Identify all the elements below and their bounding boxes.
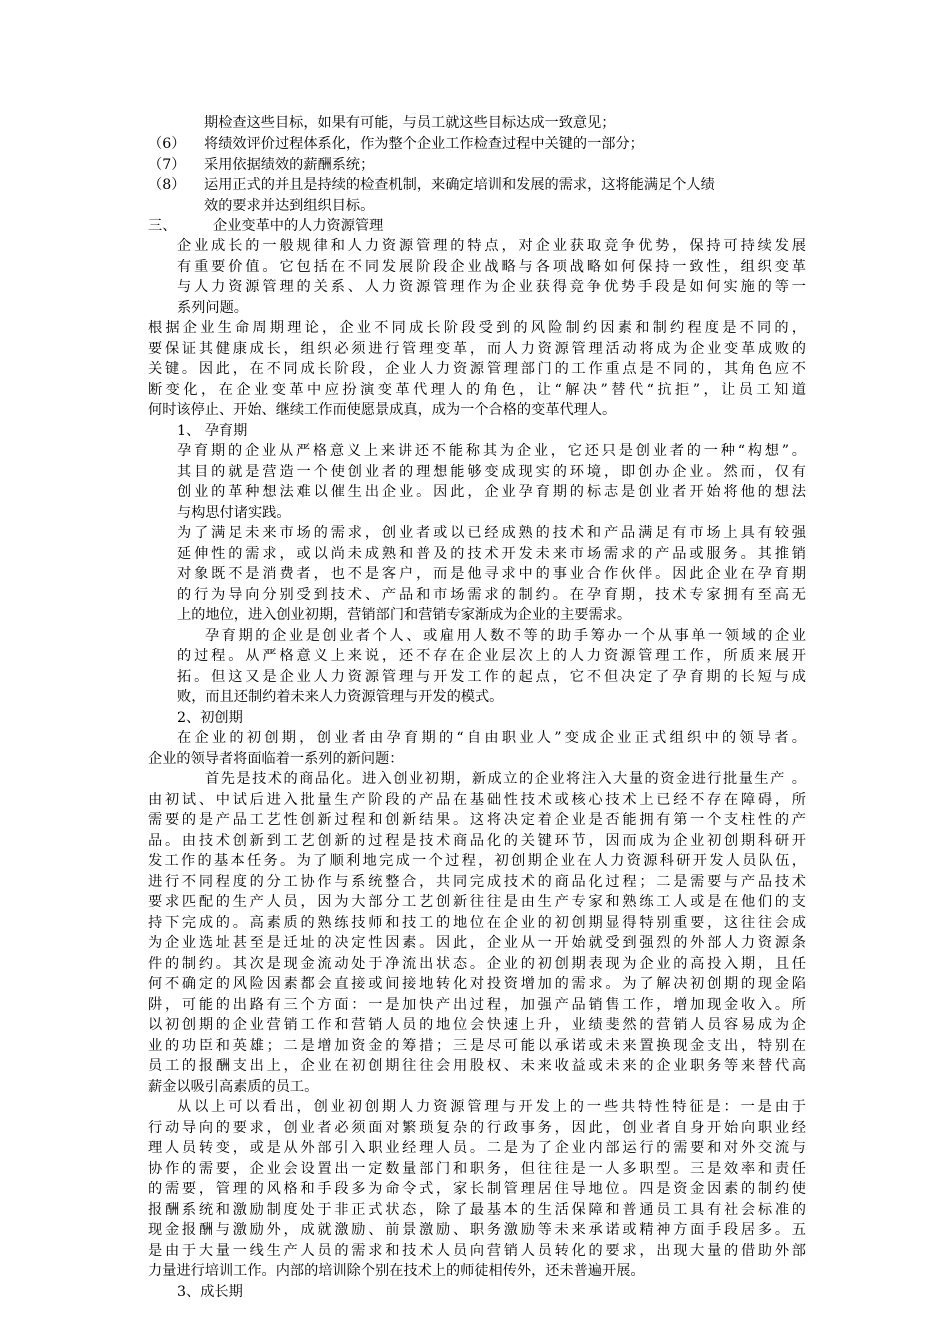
list-item-7-text: 采用依据绩效的薪酬系统；	[204, 157, 375, 173]
list-item-8-number: （8）	[148, 177, 186, 193]
subsection-heading: 1、 孕育期	[177, 423, 248, 439]
paragraph-line: 的过程。从严格意义上来说，还不存在企业层次上的人力资源管理工作，所质来展开	[177, 648, 806, 664]
paragraph-line: 根据企业生命周期理论，企业不同成长阶段受到的风险制约因素和制约程度是不同的，	[148, 320, 806, 336]
paragraph-line: 理人员转变，或是从外部引入职业经理人员。二是为了企业内部运行的需要和对外交流与	[148, 1140, 806, 1156]
section-title: 企业变革中的人力资源管理	[213, 218, 384, 234]
paragraph-line: 为了满足未来市场的需求，创业者或以已经成熟的技术和产品满足有市场上具有较强	[177, 525, 806, 541]
paragraph-line: 是由于大量一线生产人员的需求和技术人员向营销人员转化的要求，出现大量的借助外部	[148, 1243, 806, 1259]
paragraph-line: 有重要价值。它包括在不同发展阶段企业战略与各项战略如何保持一致性，组织变革	[177, 259, 806, 275]
paragraph-line: 系列问题。	[177, 300, 248, 316]
paragraph-line: 企业成长的一般规律和人力资源管理的特点，对企业获取竞争优势，保持可持续发展	[177, 238, 806, 254]
paragraph-line: 何不确定的风险因素都会直接或间接地转化对投资增加的需求。为了解决初创期的现金陷	[148, 976, 806, 992]
paragraph-line: 协作的需要，企业会设置出一定数量部门和职务，但往往是一人多职型。三是效率和责任	[148, 1161, 806, 1177]
paragraph-line: 要保证其健康成长，组织必须进行管理变革，而人力资源管理活动将成为企业变革成败的	[148, 341, 806, 357]
paragraph-line: 从以上可以看出，创业初创期人力资源管理与开发上的一些共特性特征是：一是由于	[177, 1099, 806, 1115]
paragraph-line: 首先是技术的商品化。进入创业初期，新成立的企业将注入大量的资金进行批量生产 。	[205, 771, 806, 787]
section-number: 三、	[148, 218, 177, 234]
paragraph-line: 件的制约。其次是现金流动处于净流出状态。企业的初创期表现为企业的高投入期，且任	[148, 956, 806, 972]
paragraph-line: 孕育期的企业是创业者个人、或雇用人数不等的助手筹办一个从事单一领域的企业	[205, 628, 806, 644]
paragraph-line: 薪金以吸引高素质的员工。	[148, 1079, 319, 1095]
subsection-heading: 3、成长期	[177, 1284, 243, 1300]
paragraph-line: 为企业选址甚至是迁址的决定性因素。因此，企业从一开始就受到强烈的外部人力资源条	[148, 935, 806, 951]
list-item-8-text: 效的要求并达到组织目标。	[204, 198, 375, 214]
paragraph-line: 业的功臣和英雄；二是增加资金的筹措；三是尽可能以承诺或未来置换现金支出，特别在	[148, 1038, 806, 1054]
paragraph-line: 力量进行培训工作。内部的培训除个别在技术上的师徒相传外，还未普遍开展。	[148, 1263, 645, 1279]
paragraph-line: 持下完成的。高素质的熟练技师和技工的地位在企业的初创期显得特别重要，这往往会成	[148, 915, 806, 931]
list-item-8-text: 运用正式的并且是持续的检查机制，来确定培训和发展的需求，这将能满足个人绩	[204, 177, 715, 193]
paragraph-line: 在企业的初创期，创业者由孕育期的“自由职业人”变成企业正式组织中的领导者。	[177, 730, 806, 746]
paragraph-line: 上的地位，进入创业初期，营销部门和营销专家渐成为企业的主要需求。	[177, 607, 632, 623]
paragraph-line: 孕育期的企业从严格意义上来讲还不能称其为企业，它还只是创业者的一种“构想”。	[177, 443, 806, 459]
subsection-heading: 2、初创期	[177, 710, 243, 726]
paragraph-line: 与人力资源管理的关系、人力资源管理作为企业获得竞争优势手段是如何实施的等一	[177, 279, 806, 295]
paragraph-line: 其目的就是营造一个使创业者的理想能够变成现实的环境，即创办企业。然而，仅有	[177, 464, 806, 480]
paragraph-line: 由初试、中试后进入批量生产阶段的产品在基础性技术或核心技术上已经不存在障碍，所	[148, 792, 806, 808]
paragraph-line: 的行为导向分别受到技术、产品和市场需求的制约。在孕育期，技术专家拥有至高无	[177, 587, 806, 603]
paragraph-line: 败，而且还制约着未来人力资源管理与开发的模式。	[177, 689, 504, 705]
paragraph-line: 的需要，管理的风格和手段多为命令式，家长制管理居住导地位。四是资金因素的制约使	[148, 1181, 806, 1197]
paragraph-line: 品。由技术创新到工艺创新的过程是技术商品化的关键环节，因而成为企业初创期科研开	[148, 833, 806, 849]
paragraph-line: 报酬系统和激励制度处于非正式状态，除了最基本的生活保障和普通员工具有社会标准的	[148, 1202, 806, 1218]
paragraph-line: 发工作的基本任务。为了顺利地完成一个过程，初创期企业在人力资源科研开发人员队伍，	[148, 853, 806, 869]
paragraph-line: 延伸性的需求，或以尚未成熟和普及的技术开发未来市场需求的产品或服务。其推销	[177, 546, 806, 562]
paragraph-line: 何时该停止、开始、继续工作而使愿景成真，成为一个合格的变革代理人。	[148, 402, 617, 418]
list-item-6-number: （6）	[148, 136, 186, 152]
paragraph-line: 进行不同程度的分工协作与系统整合，共同完成技术的商品化过程；二是需要与产品技术	[148, 874, 806, 890]
paragraph-line: 需要的是产品工艺性创新过程和创新结果。这将决定着企业是否能拥有第一个支柱性的产	[148, 812, 806, 828]
paragraph-line: 企业的领导者将面临着一系列的新问题：	[148, 751, 404, 767]
list-item-7-number: （7）	[148, 157, 186, 173]
paragraph-line: 员工的报酬支出上，企业在初创期往往会用股权、未来收益或未来的企业职务等来替代高	[148, 1058, 806, 1074]
paragraph-line: 阱，可能的出路有三个方面：一是加快产出过程，加强产品销售工作，增加现金收入。所	[148, 997, 806, 1013]
paragraph-line: 现金报酬与激励外，成就激励、前景激励、职务激励等未来承诺或精神方面手段居多。五	[148, 1222, 806, 1238]
paragraph-line: 拓。但这又是企业人力资源管理与开发工作的起点，它不但决定了孕育期的长短与成	[177, 669, 806, 685]
list-item-6-text: 将绩效评价过程体系化，作为整个企业工作检查过程中关键的一部分；	[204, 136, 644, 152]
paragraph-line: 行动导向的要求，创业者必须面对繁琐复杂的行政事务，因此，创业者自身开始向职业经	[148, 1120, 806, 1136]
paragraph-line: 与构思付诸实践。	[177, 505, 291, 521]
paragraph-line: 关键。因此，在不同成长阶段，企业人力资源管理部门的工作重点是不同的，其角色应不	[148, 361, 806, 377]
paragraph-line: 对象既不是消费者，也不是客户，而是他寻求中的事业合作伙伴。因此企业在孕育期	[177, 566, 806, 582]
list-item-5-continuation: 期检查这些目标，如果有可能，与员工就这些目标达成一致意见；	[204, 115, 616, 131]
paragraph-line: 以初创期的企业营销工作和营销人员的地位会快速上升，业绩斐然的营销人员容易成为企	[148, 1017, 806, 1033]
paragraph-line: 断变化，在企业变革中应扮演变革代理人的角色，让“解决”替代“抗拒”，让员工知道	[148, 382, 806, 398]
paragraph-line: 要求匹配的生产人员，因为大部分工艺创新往往是由生产专家和熟练工人或是在他们的支	[148, 894, 806, 910]
paragraph-line: 创业的革种想法难以催生出企业。因此，企业孕育期的标志是创业者开始将他的想法	[177, 484, 806, 500]
